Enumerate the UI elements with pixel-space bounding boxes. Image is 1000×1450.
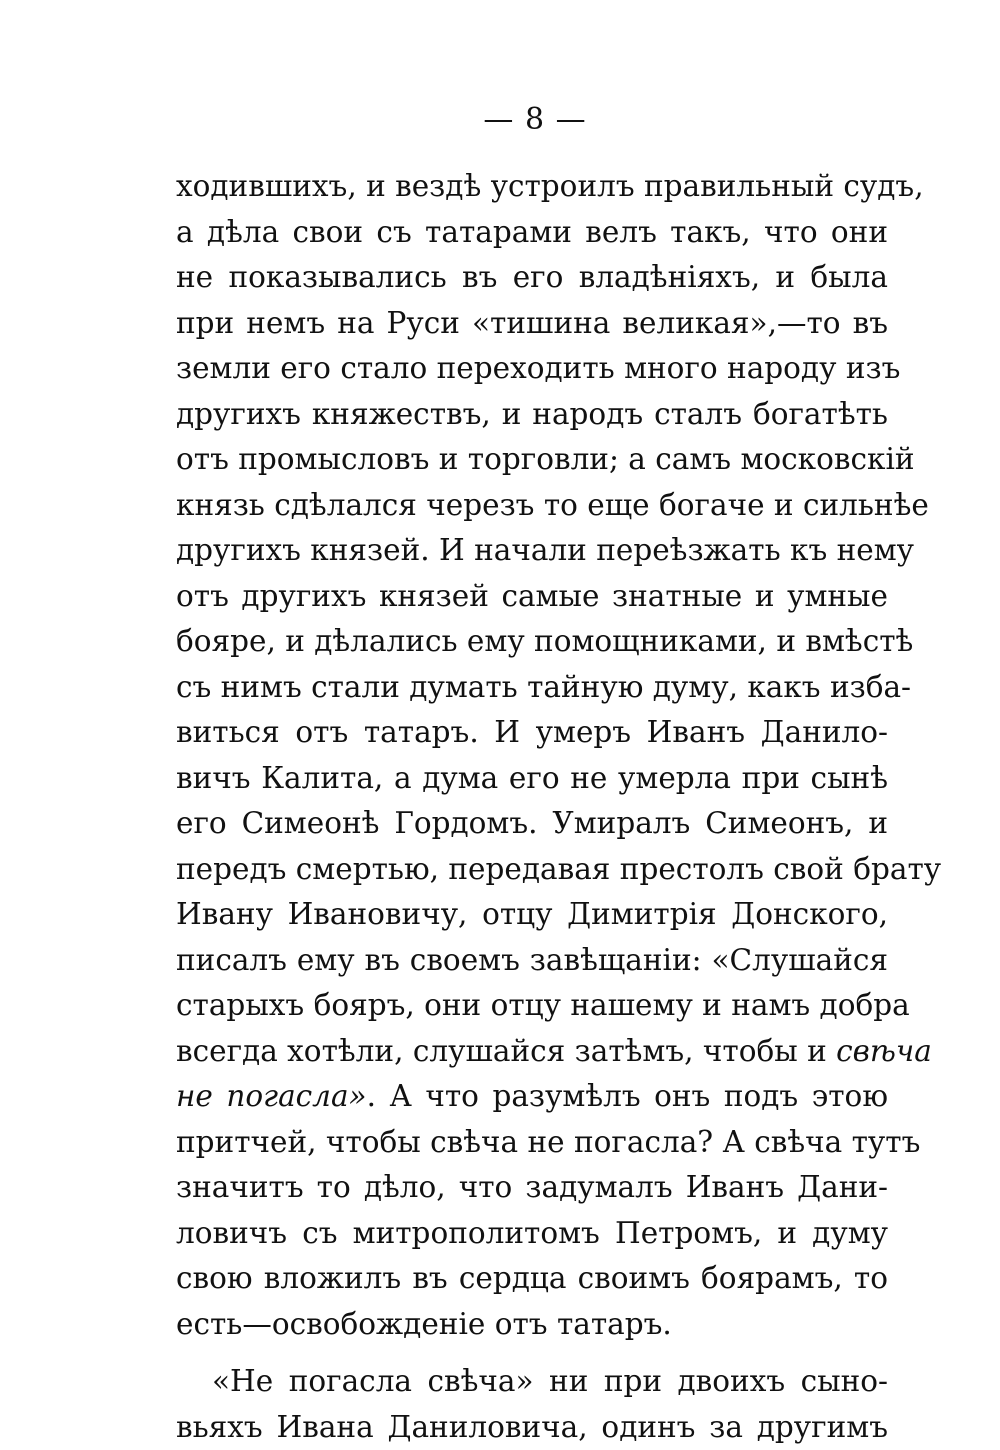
text-segment: всегда хотѣли, слушайся затѣмъ, чтобы и: [176, 1034, 836, 1068]
text-line: виться отъ татаръ. И умеръ Иванъ Данило-: [176, 710, 888, 756]
italic-segment: свѣча: [836, 1034, 932, 1068]
text-line: значитъ то дѣло, что задумалъ Иванъ Дани-: [176, 1165, 888, 1211]
page-number: — 8 —: [0, 100, 1000, 140]
text-line-mixed: [176, 1029, 888, 1075]
text-line: бояре, и дѣлались ему помощниками, и вмѣстѣ: [176, 619, 888, 665]
text-line: вьяхъ Ивана Даниловича, одинъ за другимъ: [176, 1405, 888, 1450]
text-line: ловичъ съ митрополитомъ Петромъ, и думу: [176, 1211, 888, 1257]
text-line: Ивану Ивановичу, отцу Димитрія Донского,: [176, 892, 888, 938]
text-line: свою вложилъ въ сердца своимъ боярамъ, то: [176, 1256, 888, 1302]
text-line: съ нимъ стали думать тайную думу, какъ изба-: [176, 665, 888, 711]
text-line: при немъ на Руси «тишина великая»,—то въ: [176, 301, 888, 347]
text-line: а дѣла свои съ татарами велъ такъ, что они: [176, 210, 888, 256]
body-text: [176, 164, 888, 1450]
text-line: другихъ князей. И начали переѣзжать къ нему: [176, 528, 888, 574]
italic-segment: не погасла»: [176, 1079, 367, 1113]
text-line: земли его стало переходить много народу изъ: [176, 346, 888, 392]
text-line: отъ промысловъ и торговли; а самъ московскій: [176, 437, 888, 483]
text-line: старыхъ бояръ, они отцу нашему и намъ добра: [176, 983, 888, 1029]
text-line: вичъ Калита, а дума его не умерла при сынѣ: [176, 756, 888, 802]
text-line-mixed: [176, 1074, 888, 1120]
text-line: «Не погасла свѣча» ни при двоихъ сыно-: [176, 1359, 888, 1405]
text-line: притчей, чтобы свѣча не погасла? А свѣча тутъ: [176, 1120, 888, 1166]
text-segment: . А что разумѣлъ онъ подъ этою: [367, 1079, 888, 1113]
paragraph-gap: [176, 1347, 888, 1359]
text-line: передъ смертью, передавая престолъ свой брату: [176, 847, 888, 893]
text-line: другихъ княжествъ, и народъ сталъ богатѣть: [176, 392, 888, 438]
text-line: ходившихъ, и вездѣ устроилъ правильный судъ,: [176, 164, 888, 210]
text-line: отъ другихъ князей самые знатные и умные: [176, 574, 888, 620]
text-line: не показывались въ его владѣніяхъ, и была: [176, 255, 888, 301]
text-line: князь сдѣлался черезъ то еще богаче и сильнѣе: [176, 483, 888, 529]
text-line: писалъ ему въ своемъ завѣщаніи: «Слушайся: [176, 938, 888, 984]
text-line: есть—освобожденіе отъ татаръ.: [176, 1302, 888, 1348]
text-line: его Симеонѣ Гордомъ. Умиралъ Симеонъ, и: [176, 801, 888, 847]
